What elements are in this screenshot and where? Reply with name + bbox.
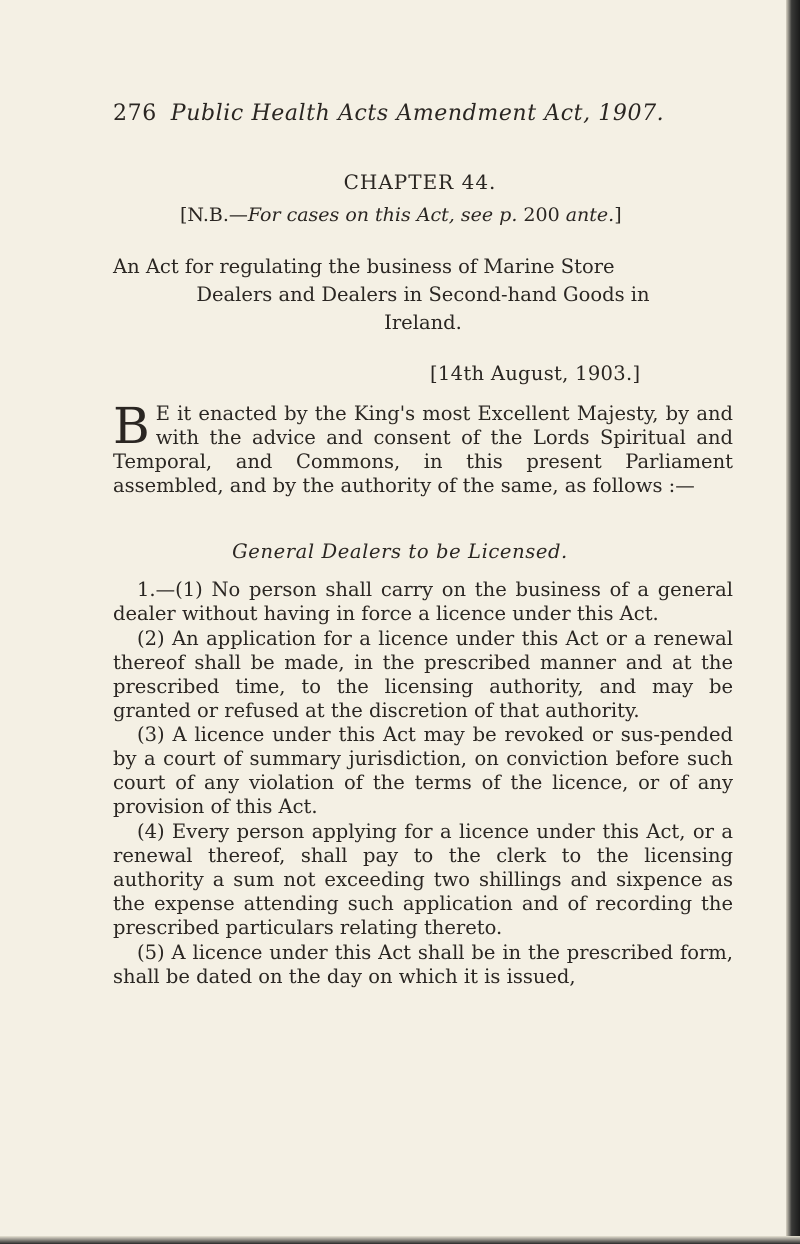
enacting-text: E it enacted by the King's most Excellent Majesty, by and with the advice and consent of the Lords Spiritual and Temporal, and Commons, in this present Parliament assembled, and by the authority of the same, as follows :— [113,402,733,497]
note-italic-text: For cases on this Act, see [247,204,494,226]
act-date: [14th August, 1903.] [430,362,641,385]
act-title [113,253,733,337]
section-heading: General Dealers to be Licensed. [232,540,568,563]
note-page-num: 200 [523,204,560,226]
act-title-line-2: Dealers and Dealers in Second-hand Goods in [196,283,650,306]
enacting-clause [113,397,733,498]
note-close: ] [614,204,622,226]
clauses [113,578,733,989]
act-title-line-1: An Act for regulating the business of Marine Store [113,255,615,278]
clause-1-5: (5) A licence under this Act shall be in the prescribed form, shall be dated on the day on which it is issued, [113,940,733,988]
clause-1-1: 1.—(1) No person shall carry on the business of a general dealer without having in force a licence under this Act. [113,578,733,625]
note-page-ref: p. [499,204,518,226]
note-open: [N.B.— [180,204,248,226]
act-title-line-3: Ireland. [384,311,462,334]
clause-1-4: (4) Every person applying for a licence under this Act, or a renewal thereof, shall pay to the clerk to the licensing authority a sum not exceeding two shillings and sixpence as the expense attending such application and of recording the prescribed particulars relating thereto. [113,820,733,939]
page-binding-edge [786,0,800,1244]
clause-1-3: (3) A licence under this Act may be revoked or sus-pended by a court of summary jurisdiction, on conviction before such court of any violation of the terms of the licence, or of any provision of this Act. [113,723,733,819]
page-number: 276 [113,101,157,126]
page-bottom-edge [0,1236,800,1244]
chapter-heading: CHAPTER 44. [343,170,497,194]
drop-cap: B [113,397,150,455]
clause-1-2: (2) An application for a licence under this Act or a renewal thereof shall be made, in the prescribed manner and at the prescribed time, to the licensing authority, and may be granted or refused at the discretion of that authority. [113,626,733,722]
editorial-note [180,204,760,226]
running-header [113,101,733,126]
running-title: Public Health Acts Amendment Act, 1907. [170,101,665,126]
note-ante: ante. [565,204,615,226]
